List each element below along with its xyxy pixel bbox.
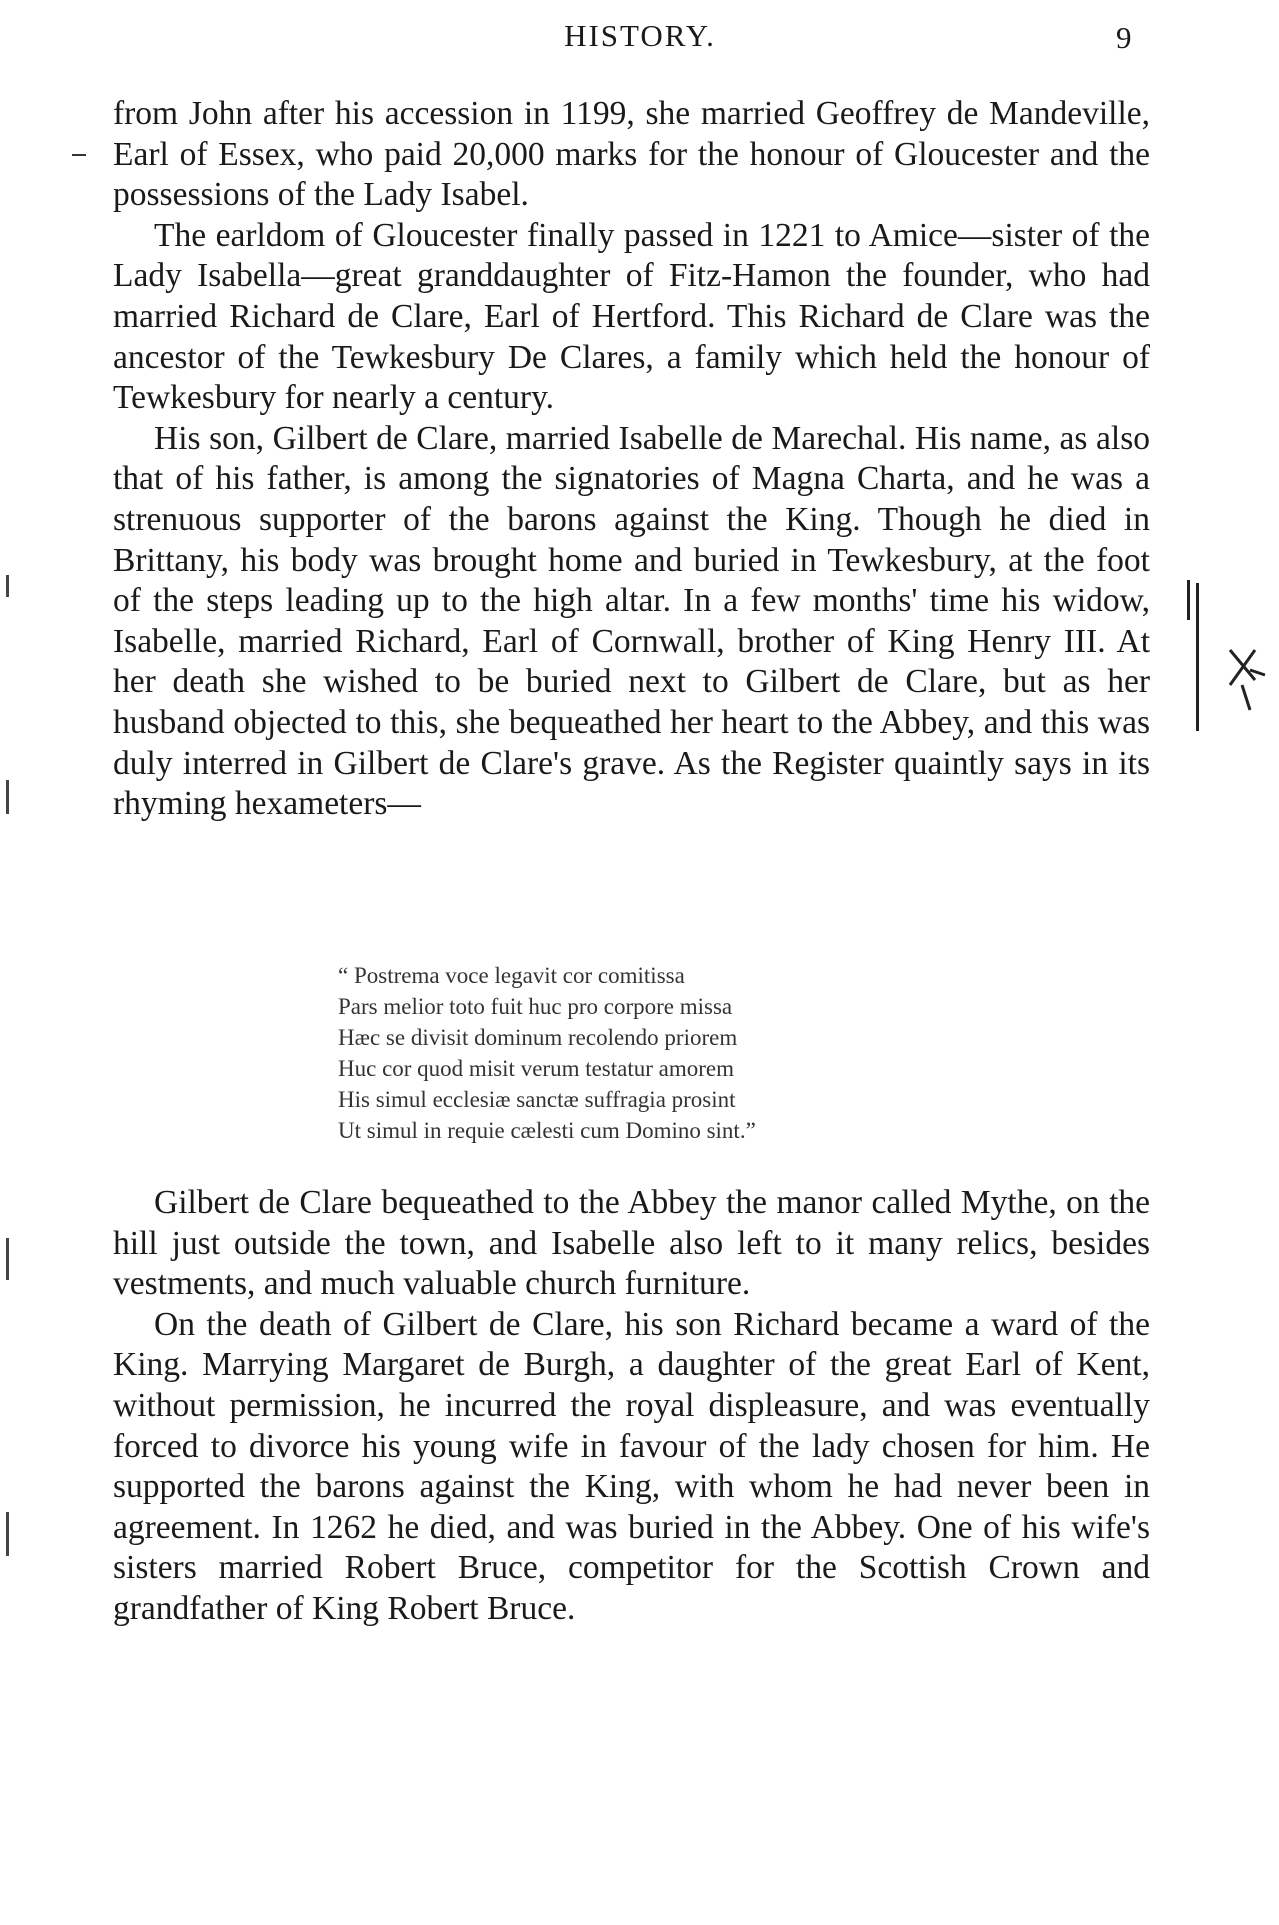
edge-mark (6, 575, 9, 597)
verse-line: Huc cor quod misit verum testatur amorem (338, 1056, 735, 1081)
margin-pencil-mark-icon (1220, 640, 1270, 720)
running-head (0, 18, 1279, 58)
body-text-upper (113, 94, 1150, 825)
edge-mark (6, 780, 9, 814)
margin-dash-icon (70, 150, 90, 160)
edge-mark (6, 1238, 9, 1280)
verse-line: “ Postrema voce legavit cor comitissa (338, 963, 685, 988)
verse-line: Pars melior toto fuit huc pro corpore missa (338, 994, 733, 1019)
page-number: 9 (1116, 20, 1132, 55)
running-title: HISTORY. (564, 18, 716, 53)
paragraph-1: from John after his accession in 1199, she married Geoffrey de Mandeville, Earl of Essex, who paid 20,000 marks for the honour of Gloucester and the possessions of the Lady Isabel. (113, 95, 1150, 214)
edge-mark (6, 1512, 9, 1556)
paragraph-5: On the death of Gilbert de Clare, his son Richard became a ward of the King. Marrying Margaret de Burgh, a daughter of the great Earl of Kent, without permission, he incurred the royal displeasure, and was eventually forced to divorce his young wife in favour of the lady chosen for him. He supported the barons against the King, with whom he had never been in agreement. In 1262 he died, and was buried in the Abbey. One of his wife's sisters married Robert Bruce, competitor for the Scottish Crown and grandfather of King Robert Bruce. (113, 1305, 1150, 1627)
verse-line: Hæc se divisit dominum recolendo priorem (338, 1025, 738, 1050)
verse-line: His simul ecclesiæ sanctæ suffragia prosint (338, 1087, 736, 1112)
margin-pencil-bar (1196, 583, 1199, 731)
verse-line: Ut simul in requie cælesti cum Domino sint.” (338, 1118, 756, 1143)
paragraph-4: Gilbert de Clare bequeathed to the Abbey the manor called Mythe, on the hill just outside the town, and Isabelle also left to it many relics, besides vestments, and much valuable church furniture. (113, 1184, 1150, 1303)
paragraph-3: His son, Gilbert de Clare, married Isabelle de Marechal. His name, as also that of his father, is among the signatories of Magna Charta, and he was a strenuous supporter of the barons against the King. Though he died in Brittany, his body was brought home and buried in Tewkesbury, at the foot of the steps leading up to the high altar. In a few months' time his widow, Isabelle, married Richard, Earl of Cornwall, brother of King Henry III. At her death she wished to be buried next to Gilbert de Clare, but as her husband objected to this, she bequeathed her heart to the Abbey, and this was duly interred in Gilbert de Clare's grave. As the Register quaintly says in its rhyming hexameters— (113, 419, 1150, 823)
body-text-lower (113, 1183, 1150, 1630)
paragraph-2: The earldom of Gloucester finally passed in 1221 to Amice—sister of the Lady Isabella—great granddaughter of Fitz-Hamon the founder, who had married Richard de Clare, Earl of Hertford. This Richard de Clare was the ancestor of the Tewkesbury De Clares, a family which held the honour of Tewkesbury for nearly a century. (113, 216, 1150, 417)
margin-pencil-bar-short (1187, 580, 1190, 620)
latin-verse (338, 960, 988, 1146)
